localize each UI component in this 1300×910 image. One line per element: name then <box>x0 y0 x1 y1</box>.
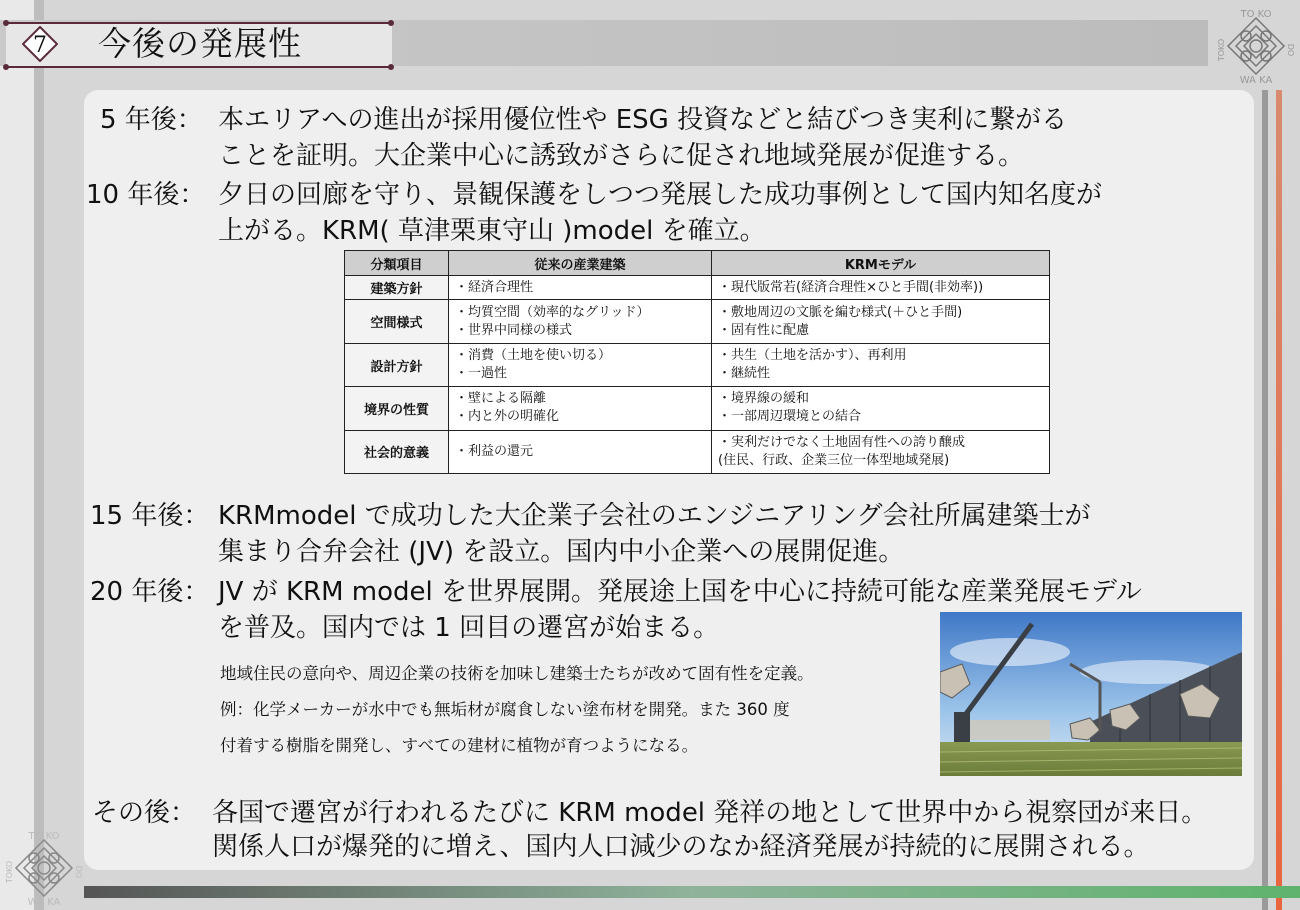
table-header-row <box>345 251 1050 276</box>
detail-note: 付着する樹脂を開発し、すべての建材に植物が育つようになる。 <box>220 736 699 755</box>
timeline-label: 20 年後： <box>90 577 210 607</box>
timeline-text: KRMmodel で成功した大企業子会社のエンジニアリング会社所属建築士が <box>218 501 1091 531</box>
timeline-text: 夕日の回廊を守り、景観保護をしつつ発展した成功事例として国内知名度が <box>218 180 1103 210</box>
left-frame-band <box>34 0 44 910</box>
table-row <box>345 276 1050 300</box>
svg-text:TOKO: TOKO <box>1217 38 1226 62</box>
rule-dot <box>3 64 9 70</box>
tokowaka-logo-icon <box>1216 6 1296 86</box>
timeline-text: ことを証明。大企業中心に誘致がさらに促され地域発展が促進する。 <box>218 141 1025 171</box>
left-frame-strip <box>0 0 34 910</box>
table-row-heading: 建築方針 <box>345 276 449 300</box>
slide-number: 7 <box>33 33 47 58</box>
timeline-text: 上がる。KRM( 草津栗東守山 )model を確立。 <box>218 216 766 246</box>
table-row-heading: 社会的意義 <box>345 430 449 473</box>
krm-comparison-table <box>344 250 1050 474</box>
bottom-gradient-bar <box>84 886 1300 898</box>
svg-text:TOKO: TOKO <box>5 860 14 884</box>
table-cell: ・敷地周辺の文脈を編む様式(＋ひと手間) ・固有性に配慮 <box>712 300 1050 343</box>
table-header: KRMモデル <box>712 251 1050 276</box>
table-cell: ・壁による隔離 ・内と外の明確化 <box>449 387 712 430</box>
detail-note: 例：化学メーカーが水中でも無垢材が腐食しない塗布材を開発。また 360 度 <box>220 700 790 719</box>
timeline-label: 5 年後： <box>100 105 203 135</box>
table-row-heading: 境界の性質 <box>345 387 449 430</box>
table-cell: ・消費（土地を使い切る） ・一過性 <box>449 343 712 386</box>
timeline-text: JV が KRM model を世界展開。発展途上国を中心に持続可能な産業発展モデル <box>218 577 1142 607</box>
timeline-label: 15 年後： <box>90 501 210 531</box>
table-cell: ・共生（土地を活かす）、再利用 ・継続性 <box>712 343 1050 386</box>
timeline-text: 関係人口が爆発的に増え、国内人口減少のなか経済発展が持続的に展開される。 <box>212 832 1150 862</box>
table-cell: ・経済合理性 <box>449 276 712 300</box>
table-row <box>345 343 1050 386</box>
page-title: 今後の発展性 <box>98 24 302 63</box>
table-row-heading: 空間様式 <box>345 300 449 343</box>
rule-dot <box>388 64 394 70</box>
table-cell: ・実利だけでなく土地固有性への誇り醸成 (住民、行政、企業三位一体型地域発展) <box>712 430 1050 473</box>
svg-text:TO KO: TO KO <box>1240 9 1272 20</box>
timeline-text: 本エリアへの進出が採用優位性や ESG 投資などと結びつき実利に繋がる <box>218 105 1068 135</box>
timeline-text: 集まり合弁会社 (JV) を設立。国内中小企業への展開促進。 <box>218 537 905 567</box>
timeline-text: を普及。国内では 1 回目の遷宮が始まる。 <box>218 613 720 643</box>
slide-number-badge <box>22 26 58 62</box>
svg-text:DO: DO <box>74 865 83 879</box>
right-stripe-orange <box>1276 90 1282 910</box>
table-header: 従来の産業建築 <box>449 251 712 276</box>
timeline-label: その後： <box>92 798 197 828</box>
table-row <box>345 300 1050 343</box>
table-cell: ・均質空間（効率的なグリッド） ・世界中同様の様式 <box>449 300 712 343</box>
table-cell: ・利益の還元 <box>449 430 712 473</box>
timeline-label: 10 年後： <box>86 180 206 210</box>
table-row-heading: 設計方針 <box>345 343 449 386</box>
timeline-text: 各国で遷宮が行われるたびに KRM model 発祥の地として世界中から視察団が来日。 <box>212 798 1208 828</box>
table-row <box>345 387 1050 430</box>
title-rule-bottom <box>6 66 392 68</box>
table-header: 分類項目 <box>345 251 449 276</box>
table-cell: ・現代版常若(経済合理性×ひと手間(非効率)) <box>712 276 1050 300</box>
rule-dot <box>3 20 9 26</box>
table-row <box>345 430 1050 473</box>
table-cell: ・境界線の緩和 ・一部周辺環境との結合 <box>712 387 1050 430</box>
svg-text:WA KA: WA KA <box>27 897 61 908</box>
rule-dot <box>388 20 394 26</box>
tokowaka-logo-icon <box>4 828 84 908</box>
structure-rendering-image <box>940 612 1242 776</box>
detail-note: 地域住民の意向や、周辺企業の技術を加味し建築士たちが改めて固有性を定義。 <box>220 664 814 683</box>
svg-text:WA KA: WA KA <box>1239 75 1273 86</box>
svg-text:TO KO: TO KO <box>28 831 60 842</box>
svg-text:DO: DO <box>1286 43 1295 57</box>
right-stripe-grey <box>1262 90 1268 910</box>
